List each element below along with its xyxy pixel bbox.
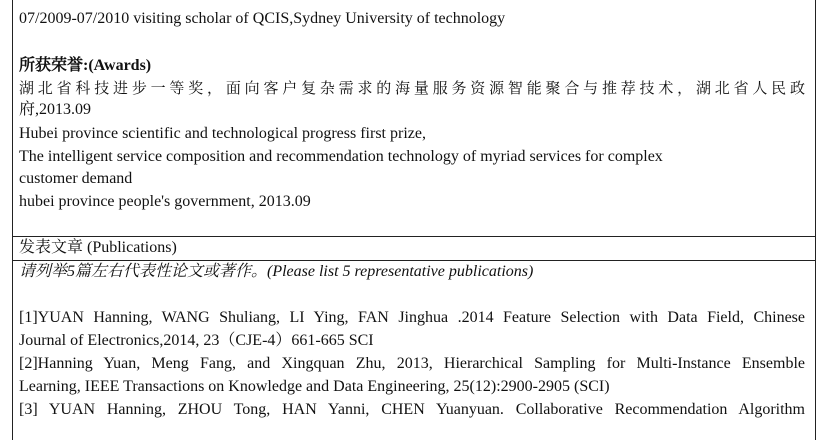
publication-1-line-1: [1]YUAN Hanning, WANG Shuliang, LI Ying, FAN Jinghua .2014 Feature Selection with Data Field, Chinese [19, 309, 805, 326]
award-en-line-1: Hubei province scientific and technological progress first prize, [19, 125, 426, 142]
award-zh-line-2: 府,2013.09 [19, 101, 92, 118]
publication-1-line-2: Journal of Electronics,2014, 23（CJE-4）661-665 SCI [19, 332, 374, 349]
award-en-line-3: customer demand [19, 170, 133, 187]
publications-heading: 发表文章 (Publications) [19, 239, 177, 256]
publication-2-line-2: Learning, IEEE Transactions on Knowledge and Data Engineering, 25(12):2900-2905 (SCI) [19, 378, 610, 395]
award-zh-line-1: 湖北省科技进步一等奖，面向客户复杂需求的海量服务资源智能聚合与推荐技术，湖北省人民政 [19, 79, 805, 97]
visiting-scholar-line: 07/2009-07/2010 visiting scholar of QCIS,Sydney University of technology [19, 10, 506, 27]
document-table [12, 0, 816, 440]
publications-instruction: 请列举5篇左右代表性论文或著作。(Please list 5 representative publications) [19, 263, 534, 280]
award-en-line-4: hubei province people's government, 2013.09 [19, 193, 311, 210]
section-divider [13, 236, 815, 237]
publication-3-line-1: [3] YUAN Hanning, ZHOU Tong, HAN Yanni, CHEN Yuanyuan. Collaborative Recommendation Algorithm [19, 401, 805, 418]
award-en-line-2: The intelligent service composition and recommendation technology of myriad services for complex [19, 148, 663, 165]
awards-heading: 所获荣誉:(Awards) [19, 57, 152, 74]
cut-off-text [193, 0, 264, 2]
publication-2-line-1: [2]Hanning Yuan, Meng Fang, and Xingquan Zhu, 2013, Hierarchical Sampling for Multi-Instance Ensemble [19, 355, 805, 372]
section-divider [13, 260, 815, 261]
